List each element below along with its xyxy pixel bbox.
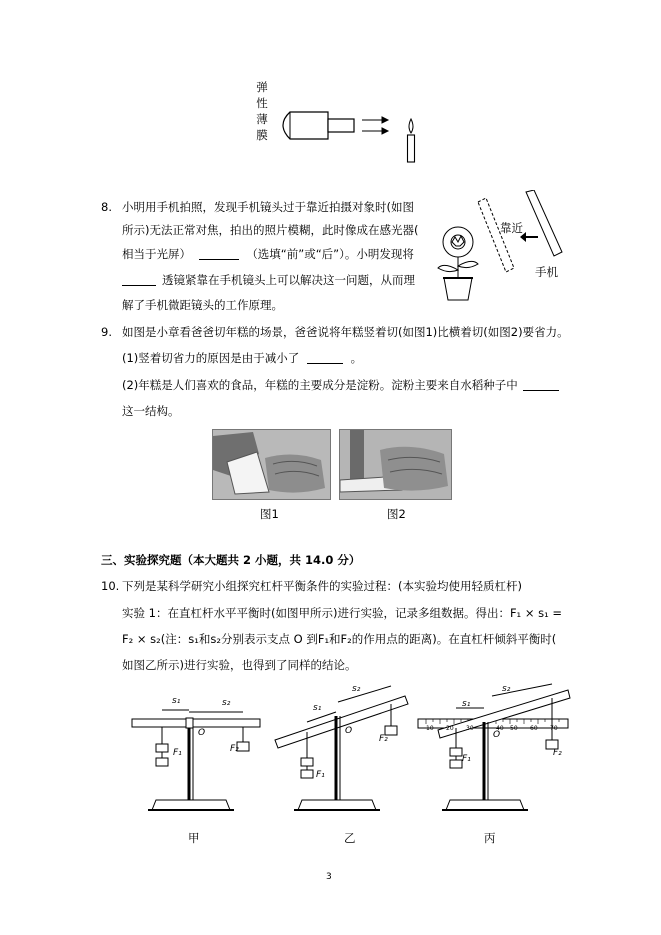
label-char-3: 薄 <box>256 112 268 126</box>
lever-yi <box>275 686 408 810</box>
q8-line-3-end: （选填“前”或“后”）。小明发现将 <box>246 247 414 261</box>
cutting-vertical-image <box>213 430 330 499</box>
caption-figure-2: 图2 <box>387 507 406 521</box>
ruler-tick-50: 50 <box>510 725 518 732</box>
label-f1-bing: F₁ <box>462 754 471 764</box>
label-s1-jia: s₁ <box>172 696 181 706</box>
ruler-tick-30: 30 <box>466 725 474 732</box>
label-f1-jia: F₁ <box>173 748 182 758</box>
q9-blank-1[interactable] <box>307 351 343 364</box>
q9-line-1: 如图是小章看爸爸切年糕的场景，爸爸说将年糕竖着切(如图1)比横着切(如图2)要省力。 <box>122 325 569 339</box>
flower-icon <box>438 227 478 300</box>
lever-bing <box>418 684 570 810</box>
membrane-candle-diagram <box>270 95 430 170</box>
q10-line-3: F₂ × s₂(注：s₁和s₂分别表示支点 O 到F₁和F₂的作用点的距离)。在直杠杆倾斜平衡时( <box>122 632 557 646</box>
phone-label: 手机 <box>535 265 558 279</box>
q9-sub-1-text: (1)竖着切省力的原因是由于减小了 <box>122 351 300 365</box>
photo-figure-2 <box>339 429 452 500</box>
label-o-jia: O <box>198 728 206 738</box>
label-s2-yi: s₂ <box>352 684 361 694</box>
q9-sub-1 <box>122 350 362 366</box>
label-s2-bing: s₂ <box>502 684 511 694</box>
q8-line-3-start: 相当于光屏） <box>122 247 191 261</box>
ruler-tick-40: 40 <box>496 725 504 732</box>
q8-line-4-text: 透镜紧靠在手机镜头上可以解决这一问题，从而理 <box>162 273 415 287</box>
q8-line-5: 解了手机微距镜头的工作原理。 <box>122 298 283 312</box>
air-arrows <box>362 117 388 134</box>
nozzle <box>328 119 354 132</box>
q9-sub-2 <box>122 377 559 393</box>
q8-line-3 <box>122 246 414 262</box>
label-f2-bing: F₂ <box>553 748 562 758</box>
label-char-4: 膜 <box>256 128 268 142</box>
stand-base-jia <box>152 800 230 810</box>
lever-bar-yi <box>275 696 408 748</box>
q8-line-1: 小明用手机拍照，发现手机镜头过于靠近拍摄对象时(如图 <box>122 200 414 214</box>
label-char-1: 弹 <box>256 80 268 94</box>
photo-figure-1 <box>212 429 331 500</box>
q8-line-2: 所示)无法正常对焦，拍出的照片模糊，此时像成在感光器( <box>122 223 419 237</box>
lever-bar-jia <box>132 719 260 727</box>
lever-jia <box>132 710 260 810</box>
q8-blank-1[interactable] <box>199 247 239 260</box>
label-f2-jia: F₂ <box>230 744 239 754</box>
caption-bing: 丙 <box>484 831 496 845</box>
label-s1-yi: s₁ <box>313 703 322 713</box>
stand-base-bing <box>446 800 524 810</box>
cutting-horizontal-image <box>340 430 451 499</box>
ruler-tick-70: 70 <box>550 725 558 732</box>
caption-jia: 甲 <box>188 831 200 845</box>
question-8-number: 8. <box>101 200 112 214</box>
lever-figures <box>120 682 580 822</box>
label-char-2: 性 <box>256 96 268 110</box>
approach-label: 靠近 <box>500 221 523 235</box>
ruler-tick-60: 60 <box>530 725 538 732</box>
ruler-tick-20: 20 <box>446 725 454 732</box>
q10-line-1: 下列是某科学研究小组探究杠杆平衡条件的实验过程：(本实验均使用轻质杠杆) <box>122 579 522 593</box>
stand-base-yi <box>298 800 376 810</box>
label-s2-jia: s₂ <box>222 698 231 708</box>
question-10-number: 10. <box>101 579 120 593</box>
q9-blank-2[interactable] <box>523 378 559 391</box>
q8-blank-2[interactable] <box>122 273 156 286</box>
label-o-yi: O <box>345 726 353 736</box>
phone-icon <box>526 190 562 256</box>
flower-pot <box>444 278 472 300</box>
q9-sub-1-end: 。 <box>350 351 363 365</box>
caption-yi: 乙 <box>344 831 356 845</box>
page-number: 3 <box>326 872 332 882</box>
q10-line-4: 如图乙所示)进行实验，也得到了同样的结论。 <box>122 658 357 672</box>
candle-icon <box>408 135 415 162</box>
label-f2-yi: F₂ <box>379 734 388 744</box>
ruler-tick-10: 10 <box>426 725 434 732</box>
q9-sub-2-text: (2)年糕是人们喜欢的食品，年糕的主要成分是淀粉。淀粉主要来自水稻种子中 <box>122 378 518 392</box>
question-9-number: 9. <box>101 325 112 339</box>
q10-line-2: 实验 1：在直杠杆水平平衡时(如图甲所示)进行实验，记录多组数据。得出：F₁ × s₁ = <box>122 606 563 620</box>
label-f1-yi: F₁ <box>316 770 325 780</box>
q8-line-4 <box>122 272 415 288</box>
caption-figure-1: 图1 <box>260 507 279 521</box>
label-s1-bing: s₁ <box>462 699 471 709</box>
q8-figure <box>430 190 570 305</box>
section-3-title: 三、实验探究题（本大题共 2 小题，共 14.0 分） <box>101 553 361 567</box>
q9-sub-2-end: 这一结构。 <box>122 404 180 418</box>
candle-flame-icon <box>409 119 413 133</box>
label-o-bing: O <box>493 730 501 740</box>
